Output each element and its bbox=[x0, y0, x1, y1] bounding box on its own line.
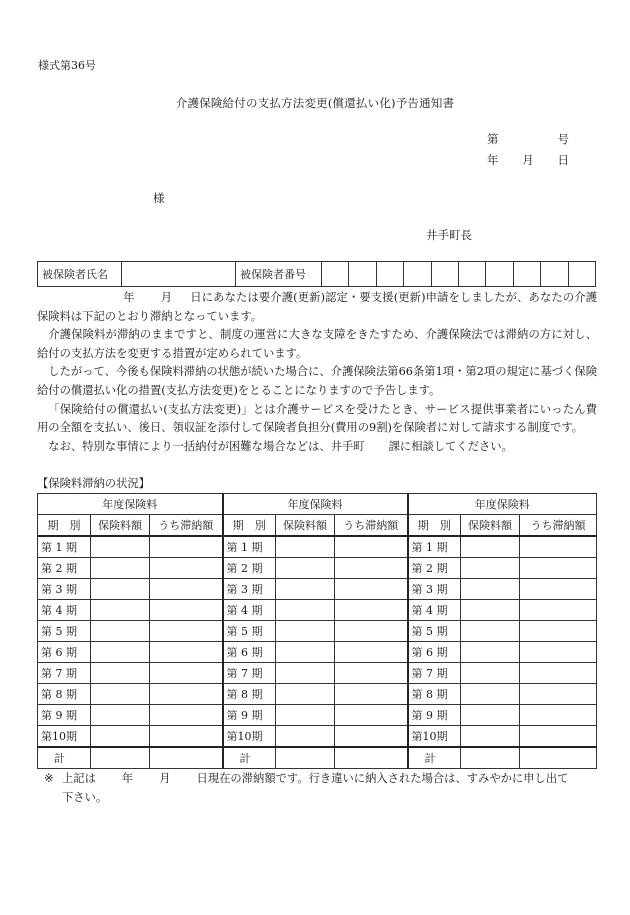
arrears-amount-cell[interactable] bbox=[520, 726, 597, 748]
period-label: 第 9 期 bbox=[408, 705, 461, 726]
insured-number-box[interactable] bbox=[404, 262, 431, 287]
premium-amount-cell[interactable] bbox=[91, 726, 150, 748]
insured-number-label: 被保険者番号 bbox=[236, 262, 322, 287]
arrears-total-cell[interactable] bbox=[520, 747, 597, 769]
period-label: 第 3 期 bbox=[408, 579, 461, 600]
period-row bbox=[38, 726, 597, 748]
arrears-amount-cell[interactable] bbox=[150, 558, 223, 579]
body-paragraph-2: 介護保険料が滞納のままですと、制度の運営に大きな支障をきたすため、介護保険法では滞納の方に対し、給付の支払方法を変更する措置が定められています。 bbox=[37, 328, 597, 360]
arrears-amount-cell[interactable] bbox=[335, 663, 408, 684]
insured-number-box[interactable] bbox=[376, 262, 403, 287]
period-column-header: 期 別 bbox=[38, 515, 91, 537]
period-label: 第 9 期 bbox=[223, 705, 276, 726]
arrears-total-cell[interactable] bbox=[150, 747, 223, 769]
body-paragraph-1: 年 月 日にあなたは要介護(更新)認定・要支援(更新)申請をしましたが、あなたの介護保険料は下記のとおり滞納となっています。 bbox=[37, 291, 597, 323]
premium-amount-cell[interactable] bbox=[461, 621, 520, 642]
period-label: 第 4 期 bbox=[38, 600, 91, 621]
premium-amount-cell[interactable] bbox=[461, 663, 520, 684]
date-year: 年 bbox=[487, 153, 499, 167]
date-month: 月 bbox=[522, 153, 534, 167]
arrears-amount-cell[interactable] bbox=[520, 621, 597, 642]
period-label: 第 9 期 bbox=[38, 705, 91, 726]
insured-number-box[interactable] bbox=[541, 262, 568, 287]
total-row bbox=[38, 747, 597, 769]
premium-amount-cell[interactable] bbox=[91, 663, 150, 684]
fiscal-year-header: 年度保険料 bbox=[38, 494, 223, 515]
premium-column-header: 保険料額 bbox=[461, 515, 520, 537]
period-row bbox=[38, 642, 597, 663]
insured-number-box[interactable] bbox=[513, 262, 540, 287]
period-label: 第 8 期 bbox=[408, 684, 461, 705]
arrears-amount-cell[interactable] bbox=[150, 663, 223, 684]
total-label: 計 bbox=[38, 747, 91, 769]
body-paragraph-4: 「保険給付の償還払い(支払方法変更)」とは介護サービスを受けたとき、サービス提供事業者にいったん費用の全額を支払い、後日、領収証を添付して保険者負担分(費用の9割)を保険者に対して請求する制度です。 bbox=[37, 402, 597, 435]
arrears-amount-cell[interactable] bbox=[150, 621, 223, 642]
arrears-column-header: うち滞納額 bbox=[520, 515, 597, 537]
period-column-header: 期 別 bbox=[408, 515, 461, 537]
period-label: 第 7 期 bbox=[38, 663, 91, 684]
period-label: 第 6 期 bbox=[408, 642, 461, 663]
note-mark: ※ bbox=[44, 772, 54, 785]
arrears-amount-cell[interactable] bbox=[520, 558, 597, 579]
recipient-suffix: 様 bbox=[153, 191, 165, 205]
period-row bbox=[38, 579, 597, 600]
premium-total-cell[interactable] bbox=[91, 747, 150, 769]
premium-amount-cell[interactable] bbox=[461, 726, 520, 748]
period-label: 第 5 期 bbox=[223, 621, 276, 642]
date-day: 日 bbox=[557, 153, 569, 167]
period-row bbox=[38, 663, 597, 684]
premium-amount-cell[interactable] bbox=[461, 600, 520, 621]
premium-amount-cell[interactable] bbox=[91, 642, 150, 663]
premium-amount-cell[interactable] bbox=[276, 579, 335, 600]
insured-info-table bbox=[37, 261, 596, 287]
arrears-amount-cell[interactable] bbox=[335, 642, 408, 663]
arrears-amount-cell[interactable] bbox=[150, 642, 223, 663]
notice-body bbox=[37, 289, 597, 456]
insured-name-field[interactable] bbox=[122, 262, 236, 287]
period-label: 第 6 期 bbox=[38, 642, 91, 663]
period-label: 第 3 期 bbox=[223, 579, 276, 600]
premium-amount-cell[interactable] bbox=[276, 642, 335, 663]
arrears-amount-cell[interactable] bbox=[520, 684, 597, 705]
premium-amount-cell[interactable] bbox=[276, 600, 335, 621]
document-number-line bbox=[487, 131, 569, 147]
arrears-column-header: うち滞納額 bbox=[150, 515, 223, 537]
premium-amount-cell[interactable] bbox=[276, 684, 335, 705]
arrears-amount-cell[interactable] bbox=[520, 600, 597, 621]
period-label: 第 4 期 bbox=[223, 600, 276, 621]
arrears-amount-cell[interactable] bbox=[520, 663, 597, 684]
arrears-amount-cell[interactable] bbox=[150, 726, 223, 748]
premium-amount-cell[interactable] bbox=[461, 705, 520, 726]
arrears-amount-cell[interactable] bbox=[335, 579, 408, 600]
total-label: 計 bbox=[408, 747, 461, 769]
premium-amount-cell[interactable] bbox=[276, 663, 335, 684]
period-label: 第10期 bbox=[223, 726, 276, 748]
arrears-amount-cell[interactable] bbox=[335, 600, 408, 621]
premium-amount-cell[interactable] bbox=[276, 558, 335, 579]
insured-number-box[interactable] bbox=[349, 262, 376, 287]
premium-amount-cell[interactable] bbox=[276, 536, 335, 558]
arrears-amount-cell[interactable] bbox=[335, 684, 408, 705]
premium-amount-cell[interactable] bbox=[461, 642, 520, 663]
premium-amount-cell[interactable] bbox=[461, 579, 520, 600]
arrears-amount-cell[interactable] bbox=[150, 579, 223, 600]
premium-amount-cell[interactable] bbox=[91, 579, 150, 600]
premium-amount-cell[interactable] bbox=[276, 705, 335, 726]
premium-amount-cell[interactable] bbox=[461, 684, 520, 705]
arrears-amount-cell[interactable] bbox=[520, 642, 597, 663]
premium-amount-cell[interactable] bbox=[461, 558, 520, 579]
issue-date-line bbox=[487, 152, 569, 168]
premium-amount-cell[interactable] bbox=[91, 621, 150, 642]
period-label: 第 1 期 bbox=[38, 536, 91, 558]
period-row bbox=[38, 558, 597, 579]
period-label: 第 6 期 bbox=[223, 642, 276, 663]
period-label: 第 4 期 bbox=[408, 600, 461, 621]
period-label: 第 3 期 bbox=[38, 579, 91, 600]
premium-amount-cell[interactable] bbox=[91, 705, 150, 726]
arrears-amount-cell[interactable] bbox=[335, 558, 408, 579]
fiscal-year-header: 年度保険料 bbox=[408, 494, 597, 515]
insured-number-box[interactable] bbox=[486, 262, 513, 287]
period-label: 第 1 期 bbox=[408, 536, 461, 558]
number-prefix: 第 bbox=[487, 132, 499, 146]
arrears-amount-cell[interactable] bbox=[335, 536, 408, 558]
premium-amount-cell[interactable] bbox=[276, 621, 335, 642]
period-label: 第 8 期 bbox=[223, 684, 276, 705]
premium-amount-cell[interactable] bbox=[91, 684, 150, 705]
premium-amount-cell[interactable] bbox=[276, 726, 335, 748]
period-column-header: 期 別 bbox=[223, 515, 276, 537]
total-label: 計 bbox=[223, 747, 276, 769]
arrears-amount-cell[interactable] bbox=[520, 579, 597, 600]
arrears-amount-cell[interactable] bbox=[150, 536, 223, 558]
period-label: 第10期 bbox=[38, 726, 91, 748]
form-number: 様式第36号 bbox=[38, 59, 96, 72]
insured-number-box[interactable] bbox=[431, 262, 458, 287]
premium-amount-cell[interactable] bbox=[91, 558, 150, 579]
arrears-amount-cell[interactable] bbox=[520, 536, 597, 558]
insured-number-box[interactable] bbox=[458, 262, 485, 287]
note-continuation: 下さい。 bbox=[62, 791, 108, 804]
premium-amount-cell[interactable] bbox=[91, 600, 150, 621]
period-label: 第 5 期 bbox=[38, 621, 91, 642]
period-row bbox=[38, 536, 597, 558]
arrears-amount-cell[interactable] bbox=[150, 705, 223, 726]
period-label: 第 5 期 bbox=[408, 621, 461, 642]
insured-number-box[interactable] bbox=[322, 262, 349, 287]
premium-amount-cell[interactable] bbox=[461, 536, 520, 558]
period-label: 第 2 期 bbox=[223, 558, 276, 579]
period-label: 第 7 期 bbox=[223, 663, 276, 684]
issuer-name: 井手町長 bbox=[426, 228, 472, 242]
document-title: 介護保険給付の支払方法変更(償還払い化)予告通知書 bbox=[175, 96, 455, 110]
premium-total-cell[interactable] bbox=[461, 747, 520, 769]
period-label: 第 7 期 bbox=[408, 663, 461, 684]
arrears-column-header: うち滞納額 bbox=[335, 515, 408, 537]
period-label: 第 2 期 bbox=[38, 558, 91, 579]
arrears-amount-cell[interactable] bbox=[335, 621, 408, 642]
status-heading: 【保険料滞納の状況】 bbox=[37, 477, 150, 490]
period-row bbox=[38, 705, 597, 726]
period-row bbox=[38, 600, 597, 621]
period-label: 第 1 期 bbox=[223, 536, 276, 558]
body-paragraph-5: なお、特別な事情により一括納付が困難な場合などは、井手町 課に相談してください。 bbox=[48, 439, 513, 453]
arrears-amount-cell[interactable] bbox=[150, 684, 223, 705]
period-label: 第 2 期 bbox=[408, 558, 461, 579]
insured-number-box[interactable] bbox=[568, 262, 595, 287]
footnote: ※ 上記は 年 月 日現在の滞納額です。行き違いに納入された場合は、すみやかに申し出て 下さい。 bbox=[44, 769, 599, 807]
arrears-amount-cell[interactable] bbox=[335, 705, 408, 726]
period-row bbox=[38, 684, 597, 705]
arrears-amount-cell[interactable] bbox=[335, 726, 408, 748]
number-suffix: 号 bbox=[557, 132, 569, 146]
period-label: 第10期 bbox=[408, 726, 461, 748]
insured-name-label: 被保険者氏名 bbox=[38, 262, 122, 287]
arrears-amount-cell[interactable] bbox=[150, 600, 223, 621]
arrears-total-cell[interactable] bbox=[335, 747, 408, 769]
arrears-status-table bbox=[37, 493, 597, 769]
period-row bbox=[38, 621, 597, 642]
body-paragraph-3: したがって、今後も保険料滞納の状態が続いた場合に、介護保険法第66条第1項・第2項の規定に基づく保険給付の償還払い化の措置(支払方法変更)をとることになりますので予告します。 bbox=[37, 365, 597, 397]
premium-column-header: 保険料額 bbox=[276, 515, 335, 537]
fiscal-year-header: 年度保険料 bbox=[223, 494, 408, 515]
period-label: 第 8 期 bbox=[38, 684, 91, 705]
premium-total-cell[interactable] bbox=[276, 747, 335, 769]
premium-column-header: 保険料額 bbox=[91, 515, 150, 537]
arrears-amount-cell[interactable] bbox=[520, 705, 597, 726]
premium-amount-cell[interactable] bbox=[91, 536, 150, 558]
